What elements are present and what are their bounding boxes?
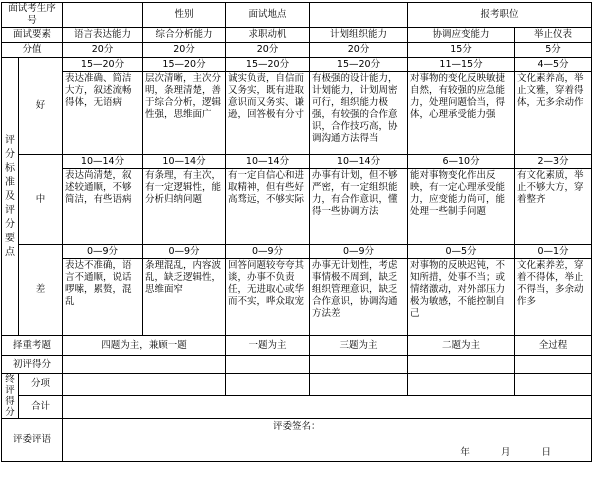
- location-cell[interactable]: [310, 3, 408, 28]
- initial-score-cell[interactable]: [226, 356, 310, 374]
- candidate-number-cell[interactable]: [63, 3, 143, 28]
- criteria-cell: 2—3分 有文化素质，举止不够大方，穿着整齐: [515, 155, 592, 245]
- total-score-cell[interactable]: [63, 395, 592, 418]
- element-language: 语言表达能力: [63, 28, 143, 43]
- label-position: 报考职位: [408, 3, 592, 28]
- criteria-vertical-text: 评 分 标 准 及 评 分 要 点: [5, 134, 15, 258]
- criteria-cell: 0—9分 办事无计划性，考虑事情极不周到，缺乏组织管理意识，缺乏合作意识，协调沟通方法差: [310, 245, 408, 336]
- criteria-cell: 6—10分 能对事物变化作出反映，有一定心理承受能力，应变能力尚可，能处理一些制手问题: [408, 155, 515, 245]
- score-value: 15分: [408, 43, 515, 58]
- criteria-cell: 11—15分 对事物的变化反映敏捷自然，有较强的应急能力，处理问题恰当，得体，心理承受能力强: [408, 58, 515, 155]
- final-score-cell[interactable]: [408, 374, 515, 396]
- label-score-value: 分值: [2, 43, 63, 58]
- initial-score-cell[interactable]: [310, 356, 408, 374]
- level-good: 好: [19, 58, 63, 155]
- level-medium: 中: [19, 155, 63, 245]
- focus-item: 二题为主: [408, 336, 515, 356]
- label-focus-questions: 择重考题: [2, 336, 63, 356]
- criteria-cell: 4—5分 文化素养高，举止文雅，穿着得体，无多余动作: [515, 58, 592, 155]
- date-day: 日: [541, 447, 552, 458]
- criteria-cell: 10—14分 有一定自信心和进取精神，但有些好高骛远，不够实际: [226, 155, 310, 245]
- score-value: 20分: [63, 43, 143, 58]
- initial-score-cell[interactable]: [515, 356, 592, 374]
- focus-item: 全过程: [515, 336, 592, 356]
- score-value: 20分: [226, 43, 310, 58]
- reviewer-signature-label: 评委签名：: [273, 421, 321, 432]
- final-score-label-text: 终 评 得 分: [5, 374, 15, 418]
- final-score-cell[interactable]: [515, 374, 592, 396]
- initial-score-cell[interactable]: [408, 356, 515, 374]
- final-score-cell[interactable]: [63, 374, 226, 396]
- label-location: 面试地点: [226, 3, 310, 28]
- criteria-cell: 15—20分 表达准确、简洁大方，叙述流畅得体，无语病: [63, 58, 143, 155]
- criteria-cell: 10—14分 办事有计划，但不够严密，有一定组织能力，有合作意识，懂得一些协调方法: [310, 155, 408, 245]
- criteria-cell: 0—9分 表达不准确，语言不通顺，说话啰嗦，累赘，混乱: [63, 245, 143, 336]
- criteria-label: [2, 58, 19, 336]
- label-gender: 性别: [143, 3, 226, 28]
- label-initial-score: 初评得分: [2, 356, 63, 374]
- criteria-cell: 15—20分 有极强的设计能力，计划能力，计划周密可行，组织能力极强，有较强的合作意识，合作技巧高，协调沟通方法得当: [310, 58, 408, 155]
- signature-date: [432, 447, 551, 459]
- criteria-cell: 15—20分 诚实负责，自信而又务实，既有进取意识而又务实、谦逊，回答极有分寸: [226, 58, 310, 155]
- label-sub-total: 合计: [19, 395, 63, 418]
- criteria-cell: 0—1分 文化素养差，穿着不得体，举止不得当，多余动作多: [515, 245, 592, 336]
- focus-item: 三题为主: [310, 336, 408, 356]
- final-score-cell[interactable]: [226, 374, 310, 396]
- criteria-cell: 15—20分 层次清晰，主次分明，条理清楚，善于综合分析，逻辑性强，思维面广: [143, 58, 226, 155]
- label-interview-elements: 面试要素: [2, 28, 63, 43]
- score-value: 5分: [515, 43, 592, 58]
- score-value: 20分: [310, 43, 408, 58]
- element-demeanor: 举止仪表: [515, 28, 592, 43]
- date-year: 年: [460, 447, 470, 458]
- criteria-cell: 10—14分 表达尚清楚，叙述较通顺，不够简洁，有些语病: [63, 155, 143, 245]
- interview-score-sheet: [1, 2, 592, 462]
- label-final-score: [2, 374, 19, 419]
- focus-item: 四题为主，兼顾一题: [63, 336, 226, 356]
- date-month: 月: [500, 447, 511, 458]
- label-candidate-number: 面试考生序号: [2, 3, 63, 28]
- label-reviewer-comments: 评委评语: [2, 419, 63, 462]
- reviewer-comments-cell[interactable]: [63, 419, 592, 462]
- criteria-cell: 0—5分 对事物的反映迟钝，不知所措，处事不当；或情绪激动，对外部压力极为敏感，不能控制自己: [408, 245, 515, 336]
- criteria-cell: 0—9分 条理混乱，内容波乱，缺乏逻辑性，思维面窄: [143, 245, 226, 336]
- criteria-cell: 0—9分 回答问题较夸夸其谈，办事不负责任，无进取心或华而不实，哗众取宠: [226, 245, 310, 336]
- level-poor: 差: [19, 245, 63, 336]
- final-score-cell[interactable]: [310, 374, 408, 396]
- focus-item: 一题为主: [226, 336, 310, 356]
- element-analysis: 综合分析能力: [143, 28, 226, 43]
- label-sub-item: 分项: [19, 374, 63, 396]
- element-adaptability: 协调应变能力: [408, 28, 515, 43]
- score-value: 20分: [143, 43, 226, 58]
- element-planning: 计划组织能力: [310, 28, 408, 43]
- initial-score-cell[interactable]: [63, 356, 226, 374]
- element-motivation: 求职动机: [226, 28, 310, 43]
- criteria-cell: 10—14分 有条理，有主次，有一定逻辑性，能分析归纳问题: [143, 155, 226, 245]
